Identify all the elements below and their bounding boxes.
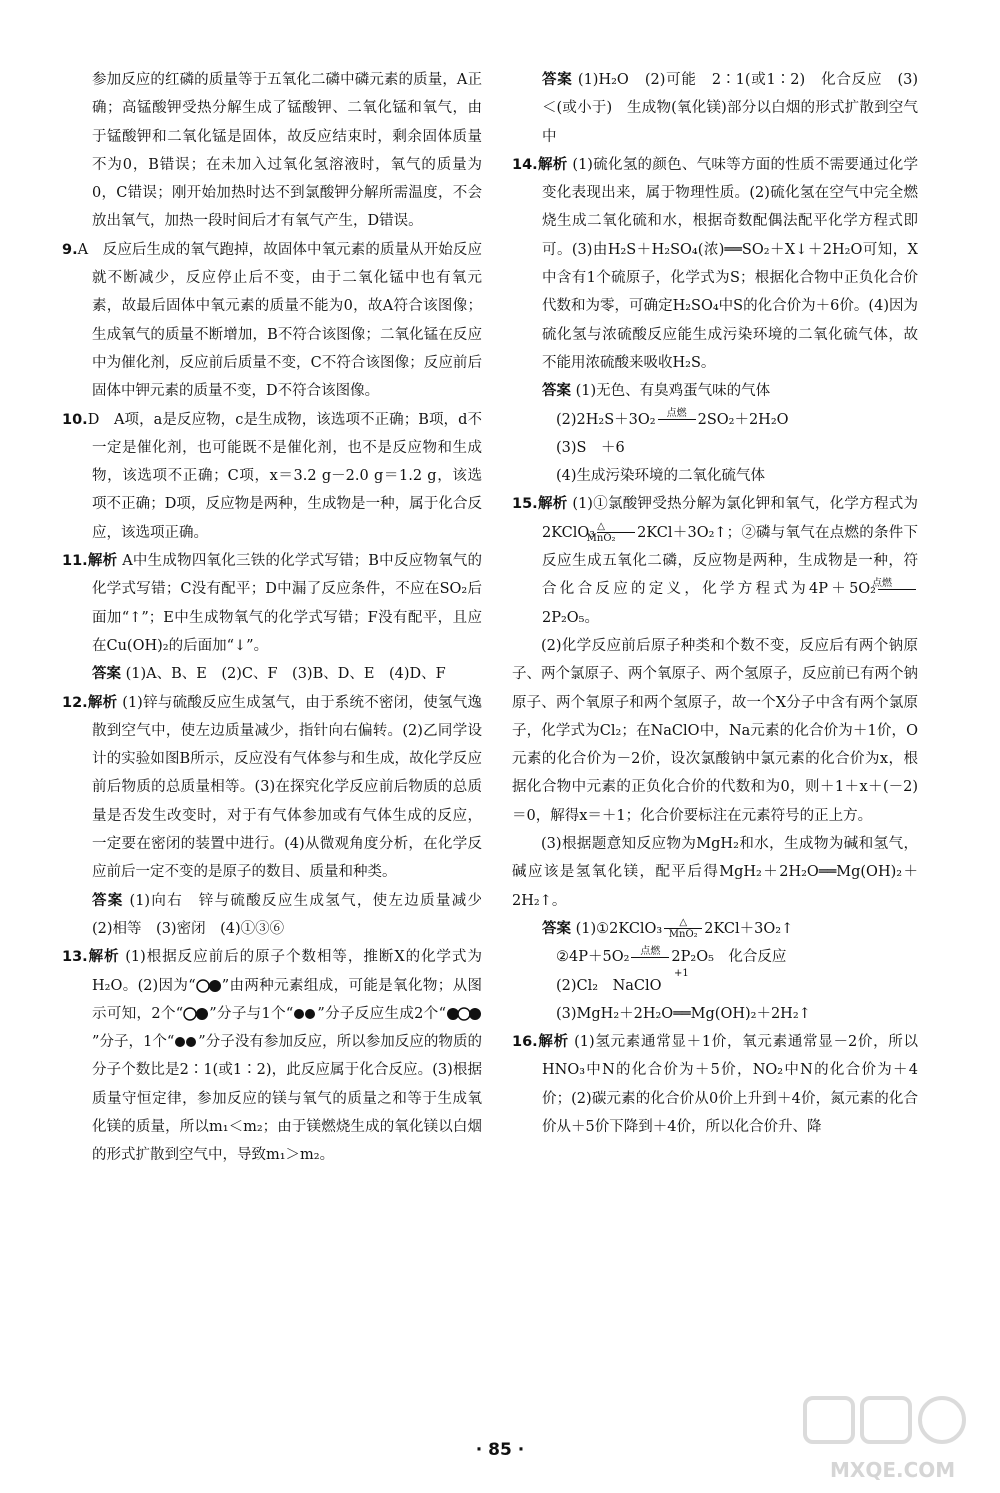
q15-part3: (3)根据题意知反应物为MgH₂和水，生成物为碱和氢气，碱应该是氢氧化镁，配平后得MgH₂＋2H₂O══Mg(OH)₂＋2H₂↑。: [512, 836, 918, 909]
q14-answer-2: [512, 406, 918, 434]
q15-text-2: 2KCl＋3O₂↑；②磷与氧气在点燃的条件下反应生成五氧化二磷，反应物是两种，生成物是一种，符合化合反应的定义，化学方程式为4P＋5O₂: [542, 524, 918, 598]
q12-analysis-label: 解析: [87, 694, 118, 711]
q13-analysis-label: 解析: [87, 949, 120, 966]
reaction-condition: [872, 577, 916, 601]
reaction-condition: [664, 917, 702, 940]
watermark-logo-icon: [800, 1390, 970, 1450]
q16-text: (1)氢元素通常显＋1价，氧元素通常显－2价，所以HNO₃中N的化合价为＋5价，NO₂中N的化合价为＋4价；(2)碳元素的化合价从0价上升到＋4价，氮元素的化合价从＋5价下降到＋4价，所以化合价升、降: [542, 1034, 918, 1135]
q13-text-6: ”分子没有参加反应，所以参加反应的物质的分子个数比是2∶1(或1∶2)，此反应属于化合反应。(3)根据质量守恒定律，参加反应的镁与氧气的质量之和等于生成氧化镁的质量，所以m₁＜m₂；由于镁燃烧生成的氧化镁以白烟的形式扩散到空气中，导致m₁＞m₂。: [92, 1034, 482, 1164]
molecule-white-black-icon: [196, 979, 222, 993]
equation-left: ②4P＋5O₂: [556, 949, 630, 966]
q11-analysis-label: 解析: [87, 553, 118, 570]
molecule-black-black-icon: [174, 1036, 198, 1048]
valence-superscript: +1: [674, 967, 689, 979]
condition-bottom: MnO₂: [586, 533, 616, 545]
condition-top: 点燃: [631, 946, 669, 958]
q15-part2: (2)化学反应前后原子种类和个数不变，反应后有两个钠原子、两个氯原子、两个氧原子、两个氢原子，反应前已有两个钠原子、两个氧原子和两个氢原子，故一个X分子中含有两个氯原子，化学式为Cl₂；在NaClO中，Na元素的化合价为＋1价，O元素的化合价为－2价，设次氯酸钠中氯元素的化合价为x，根据化合物中元素的正负化合价的代数和为0，则＋1＋x＋(－2)＝0，解得x＝＋1；化合价要标注在元素符号的正上方。: [512, 637, 918, 824]
q14-number: 14.: [512, 156, 538, 173]
q11-answer-text: (1)A、B、E (2)C、F (3)B、D、E (4)D、F: [125, 666, 446, 683]
condition-bottom: MnO₂: [668, 929, 698, 941]
q16-analysis-label: 解析: [537, 1034, 569, 1051]
q14-answer-label: 答案: [542, 383, 571, 400]
q14-answer-4: (4)生成污染环境的二氧化硫气体: [556, 468, 766, 485]
q14-answer-3: (3)S ＋6: [556, 439, 625, 456]
q13-item: [62, 943, 482, 1169]
q15-text-3: 2P₂O₅。: [542, 609, 599, 626]
q10-item: [62, 406, 482, 547]
q12-answer: [62, 887, 497, 944]
q11-answer: [62, 660, 482, 688]
molecule-white-black-icon: [183, 1007, 209, 1021]
q15-text-1: (1)①氯酸钾受热分解为氯化钾和氧气，化学方程式为2KClO₃: [542, 496, 918, 541]
condition-top: 点燃: [658, 408, 696, 420]
q12-text: (1)锌与硫酸反应生成氢气，由于系统不密闭，使氢气逸散到空气中，使左边质量减少，指针向右偏转。(2)乙同学设计的实验如图B所示，反应没有气体参与和生成，故化学反应前后物质的总质量相等。(3)在探究化学反应前后物质的总质量是否发生改变时，对于有气体参加或有气体生成的反应，一定要在密闭的装置中进行。(4)从微观角度分析，在化学反应前后一定不变的是原子的数目、质量和种类。: [92, 694, 483, 881]
q10-text: D A项，a是反应物，c是生成物，该选项不正确；B项，d不一定是催化剂，也可能既不是催化剂，也不是反应物和生成物，该选项不正确；C项，x＝3.2 g－2.0 g＝1.2 g，该选项不正确；D项，反应物是两种，生成物是一种，属于化合反应，该选项正确。: [87, 411, 482, 541]
q14-analysis-label: 解析: [537, 156, 568, 173]
reaction-condition: [658, 408, 696, 431]
q12-answer-label: 答案: [92, 892, 124, 909]
condition-top: 点燃: [878, 578, 916, 590]
page-number: · 85 ·: [475, 1440, 525, 1460]
q13-answer-label: 答案: [542, 72, 573, 88]
q13-text-5: ”分子，1个“: [92, 1034, 175, 1051]
q15-analysis-label: 解析: [537, 496, 568, 513]
q15-item: [512, 490, 918, 631]
q13-number: 13.: [62, 949, 88, 966]
q9-text: A 反应后生成的氧气跑掉，故固体中氧元素的质量从开始反应就不断减少，反应停止后不变，由于二氧化锰中也有氧元素，故最后固体中氧元素的质量不能为0，故A符合该图像；生成氧气的质量不断增加，B不符合该图像；二氧化锰在反应中为催化剂，反应前后质量不变，C不符合该图像；反应前后固体中钾元素的质量不变，D不符合该图像。: [77, 241, 482, 400]
q15-answer-label: 答案: [542, 920, 571, 937]
q13-text-3: ”分子与1个“: [209, 1005, 294, 1022]
right-column: [512, 66, 918, 1141]
q15-answer-4: (3)MgH₂＋2H₂O══Mg(OH)₂＋2H₂↑: [556, 1005, 811, 1022]
q9-number: 9.: [62, 241, 78, 258]
q13-text-2: ”由两种元素组成，可能是氧化物；从图示可知，2个“: [92, 977, 482, 1022]
reaction-condition: [631, 946, 669, 969]
q8-continuation: 参加反应的红磷的质量等于五氧化二磷中磷元素的质量，A正确；高锰酸钾受热分解生成了锰酸钾、二氧化锰和氧气，由于锰酸钾和二氧化锰是固体，故反应结束时，剩余固体质量不为0，B错误；在未加入过氧化氢溶液时，氧气的质量为0，C错误；刚开始加热时达不到氯酸钾分解所需温度，不会放出氧气，加热一段时间后才有氧气产生，D错误。: [92, 72, 482, 230]
q14-item: [512, 151, 918, 377]
equation-right: 2P₂O₅ 化合反应: [671, 949, 787, 966]
q15-number: 15.: [512, 496, 538, 513]
watermark: [790, 1390, 980, 1490]
molecule-black-black-icon: [293, 1008, 317, 1020]
condition-top: △: [664, 917, 702, 929]
equation-left: (2)2H₂S＋3O₂: [556, 411, 656, 428]
watermark-text: MXQE.COM: [830, 1458, 956, 1482]
q15-answer: [512, 915, 918, 943]
q15-answer-2: [512, 943, 918, 971]
q14-text: (1)硫化氢的颜色、气味等方面的性质不需要通过化学变化表现出来，属于物理性质。(2)硫化氢在空气中完全燃烧生成二氧化硫和水，根据奇数配偶法配平化学方程式即可。(3)由H₂S＋H₂SO₄(浓)══SO₂＋X↓＋2H₂O可知，X中含有1个硫原子，化学式为S；根据化合物中正负化合价代数和为零，可确定H₂SO₄中S的化合价为＋6价。(4)因为硫化氢与浓硫酸反应能生成污染环境的二氧化硫气体，故不能用浓硫酸来吸收H₂S。: [542, 156, 918, 371]
left-column: [62, 66, 497, 1170]
q13-answer-text: (1)H₂O (2)可能 2∶1(或1∶2) 化合反应 (3)＜(或小于) 生成物(氧化镁)部分以白烟的形式扩散到空气中: [542, 72, 919, 145]
q13-text-4: ”分子反应生成2个“: [317, 1005, 446, 1022]
q14-answer: [512, 377, 918, 405]
q15-answer-3: [512, 967, 918, 1000]
q15-answer-3-text: (2)Cl₂ NaClO: [556, 977, 662, 994]
q12-item: [62, 689, 482, 887]
equation-right: 2KCl＋3O₂↑: [704, 920, 794, 937]
molecule-black-white-black-icon: [446, 1007, 482, 1021]
q10-number: 10.: [62, 411, 88, 428]
equation-left: (1)①2KClO₃: [575, 920, 663, 937]
q12-answer-text: (1)向右 锌与硫酸反应生成氢气，使左边质量减少 (2)相等 (3)密闭 (4)①③⑥: [92, 892, 497, 937]
q11-answer-label: 答案: [92, 666, 121, 683]
q14-answer-1: (1)无色、有臭鸡蛋气味的气体: [575, 383, 771, 400]
q16-number: 16.: [512, 1034, 538, 1051]
q11-item: [62, 547, 482, 660]
condition-top: △: [597, 521, 635, 533]
q16-item: [512, 1028, 918, 1141]
q11-number: 11.: [62, 553, 88, 570]
q13-text-1: (1)根据反应前后的原子个数相等，推断X的化学式为H₂O。(2)因为“: [92, 949, 483, 994]
q12-number: 12.: [62, 694, 88, 711]
equation-right: 2SO₂＋2H₂O: [697, 411, 789, 428]
q11-text: A中生成物四氧化三铁的化学式写错；B中反应物氧气的化学式写错；C没有配平；D中漏了反应条件，不应在SO₂后面加“↑”；E中生成物氧气的化学式写错；F没有配平，且应在Cu(OH)₂的后面加“↓”。: [92, 553, 483, 654]
q13-answer: [512, 66, 918, 151]
reaction-condition: [586, 521, 635, 545]
q9-item: [62, 236, 482, 406]
